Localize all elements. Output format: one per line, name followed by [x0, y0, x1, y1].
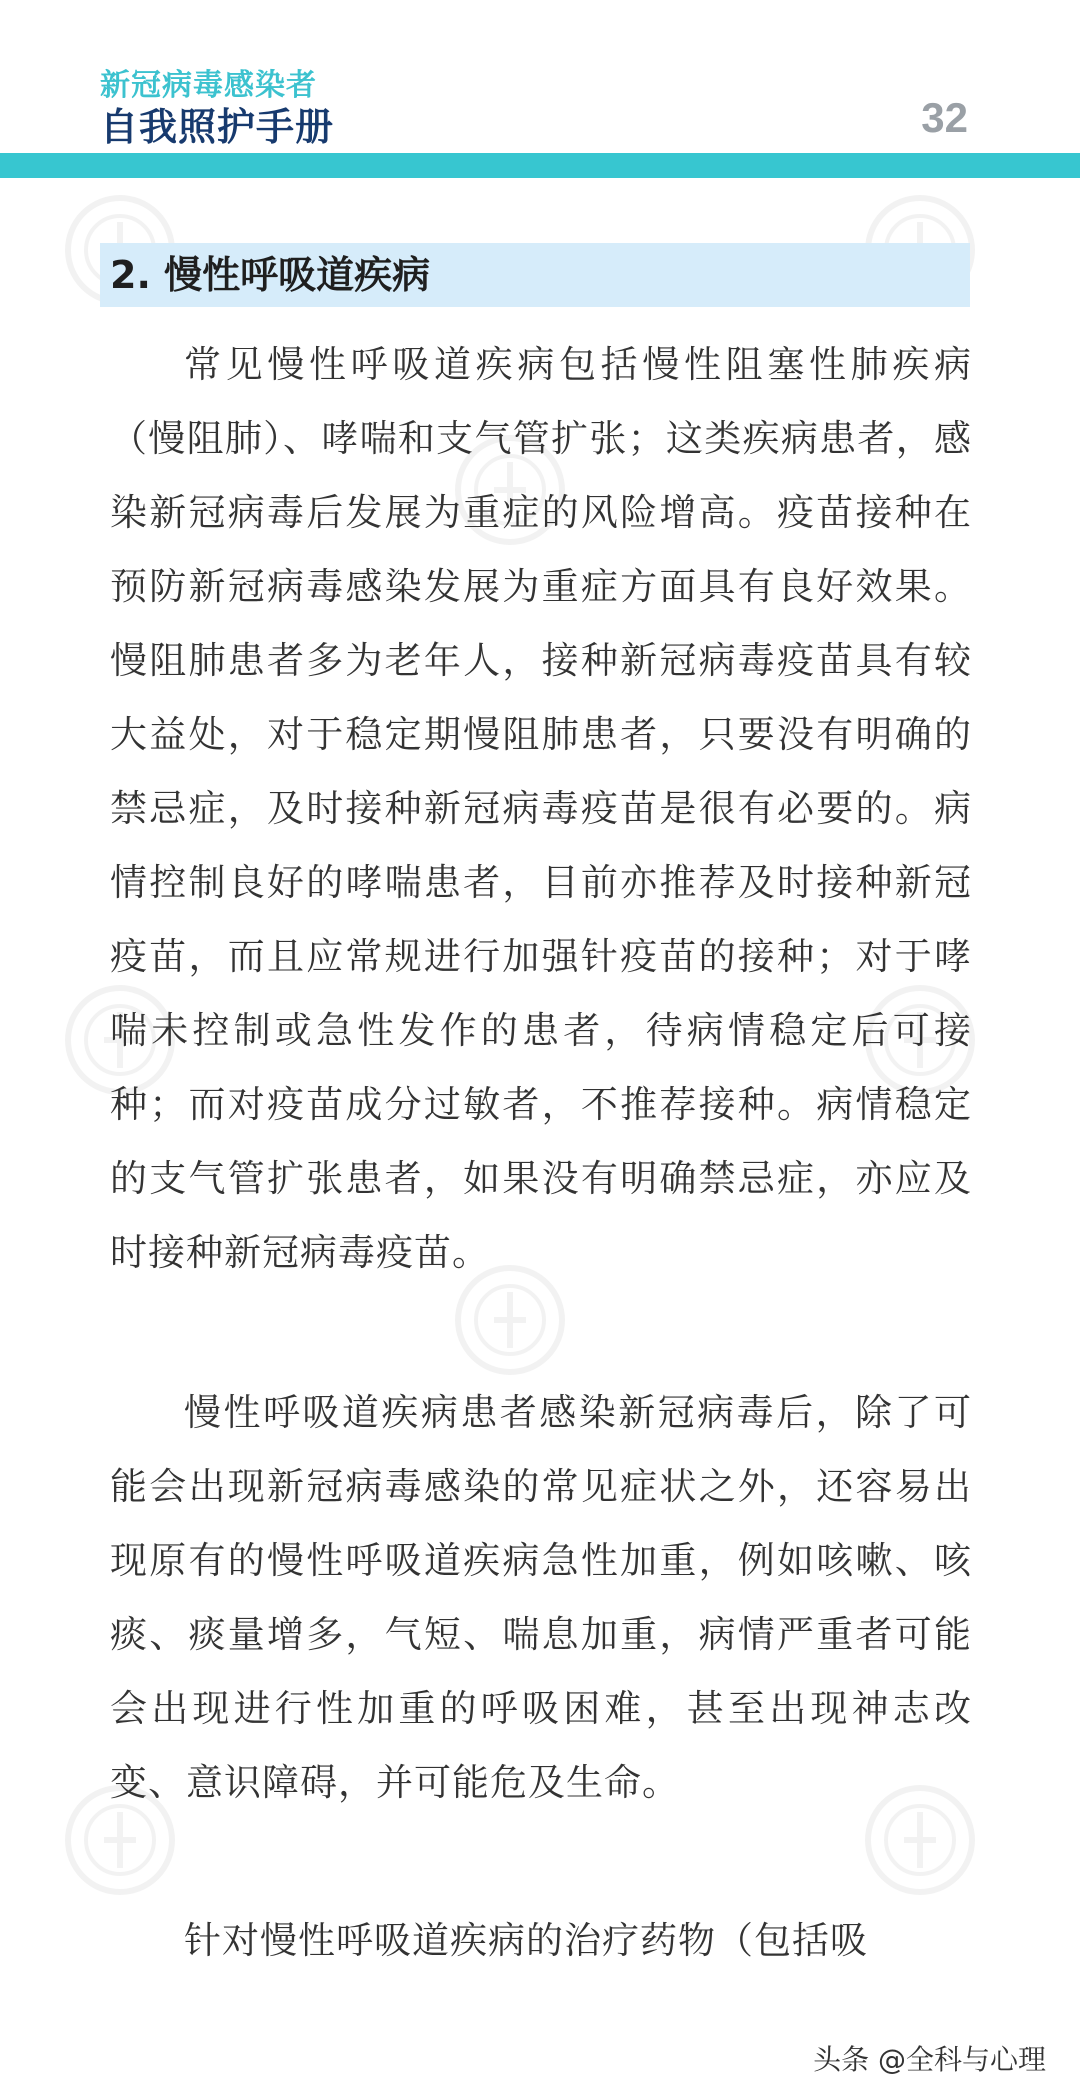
page-header [0, 0, 1080, 160]
body-paragraph: 常见慢性呼吸道疾病包括慢性阻塞性肺疾病（慢阻肺）、哮喘和支气管扩张；这类疾病患者，感染新冠病毒后发展为重症的风险增高。疫苗接种在预防新冠病毒感染发展为重症方面具有良好效果。慢阻肺患者多为老年人，接种新冠病毒疫苗具有较大益处，对于稳定期慢阻肺患者，只要没有明确的禁忌症，及时接种新冠病毒疫苗是很有必要的。病情控制良好的哮喘患者，目前亦推荐及时接种新冠疫苗，而且应常规进行加强针疫苗的接种；对于哮喘未控制或急性发作的患者，待病情稳定后可接种；而对疫苗成分过敏者，不推荐接种。病情稳定的支气管扩张患者，如果没有明确禁忌症，亦应及时接种新冠病毒疫苗。 [110, 343, 972, 1274]
section-heading: 2. 慢性呼吸道疾病 [100, 243, 970, 307]
page-number: 32 [921, 94, 968, 141]
body-paragraph: 慢性呼吸道疾病患者感染新冠病毒后，除了可能会出现新冠病毒感染的常见症状之外，还容易出现原有的慢性呼吸道疾病急性加重，例如咳嗽、咳痰、痰量增多，气短、喘息加重，病情严重者可能会出现进行性加重的呼吸困难，甚至出现神志改变、意识障碍，并可能危及生命。 [110, 1391, 972, 1804]
body-paragraph: 针对慢性呼吸道疾病的治疗药物（包括吸 [184, 1919, 868, 1962]
source-credit: 头条 @全科与心理 [813, 2043, 1046, 2076]
booklet-title: 自我照护手册 [100, 105, 335, 149]
booklet-subtitle: 新冠病毒感染者 [100, 68, 317, 103]
header-accent-bar [0, 153, 1080, 178]
